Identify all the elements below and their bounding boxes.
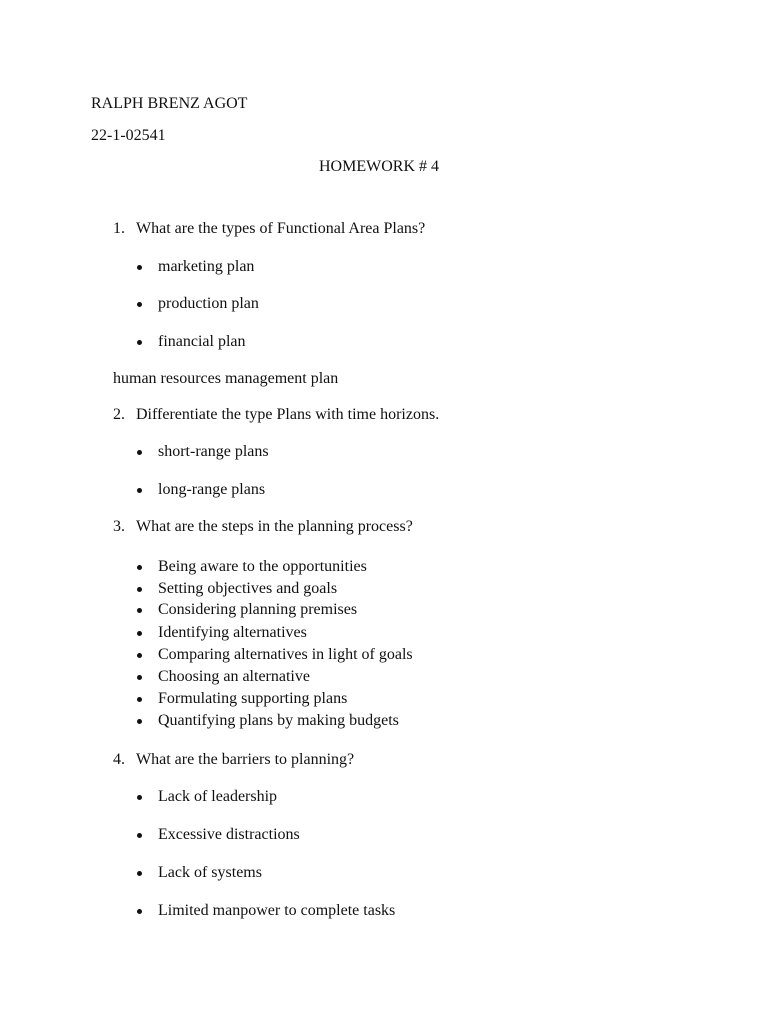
list-item: Being aware to the opportunities — [158, 558, 367, 575]
bullet-icon — [137, 653, 142, 658]
bullet-icon — [137, 631, 142, 636]
list-item-unbulleted: human resources management plan — [113, 370, 339, 387]
question-text: What are the types of Functional Area Plans? — [136, 220, 426, 237]
student-id: 22-1-02541 — [91, 127, 166, 144]
list-item: Lack of systems — [158, 864, 262, 881]
list-item: Considering planning premises — [158, 601, 358, 618]
bullet-icon — [137, 833, 142, 838]
list-item: production plan — [158, 295, 259, 312]
list-item: financial plan — [158, 333, 246, 350]
bullet-icon — [137, 608, 142, 613]
list-item: Formulating supporting plans — [158, 690, 348, 707]
bullet-icon — [137, 302, 142, 307]
list-item: short-range plans — [158, 443, 269, 460]
list-item: Choosing an alternative — [158, 668, 310, 685]
bullet-icon — [137, 795, 142, 800]
bullet-icon — [137, 587, 142, 592]
list-item: Quantifying plans by making budgets — [158, 712, 399, 729]
question-text: Differentiate the type Plans with time horizons. — [136, 406, 440, 423]
question-text: What are the barriers to planning? — [136, 751, 355, 768]
bullet-icon — [137, 871, 142, 876]
bullet-icon — [137, 719, 142, 724]
bullet-icon — [137, 265, 142, 270]
bullet-icon — [137, 450, 142, 455]
question-number: 4. — [113, 751, 125, 768]
bullet-icon — [137, 488, 142, 493]
list-item: Comparing alternatives in light of goals — [158, 646, 413, 663]
bullet-icon — [137, 340, 142, 345]
question-number: 2. — [113, 406, 125, 423]
list-item: Lack of leadership — [158, 788, 278, 805]
list-item: long-range plans — [158, 481, 266, 498]
list-item: Identifying alternatives — [158, 624, 307, 641]
bullet-icon — [137, 909, 142, 914]
author-name: RALPH BRENZ AGOT — [91, 95, 248, 112]
document-title: HOMEWORK # 4 — [319, 158, 439, 175]
question-number: 3. — [113, 518, 125, 535]
question-number: 1. — [113, 220, 125, 237]
question-text: What are the steps in the planning process? — [136, 518, 413, 535]
bullet-icon — [137, 675, 142, 680]
bullet-icon — [137, 565, 142, 570]
list-item: Excessive distractions — [158, 826, 300, 843]
list-item: marketing plan — [158, 258, 255, 275]
bullet-icon — [137, 697, 142, 702]
list-item: Setting objectives and goals — [158, 580, 338, 597]
list-item: Limited manpower to complete tasks — [158, 902, 396, 919]
